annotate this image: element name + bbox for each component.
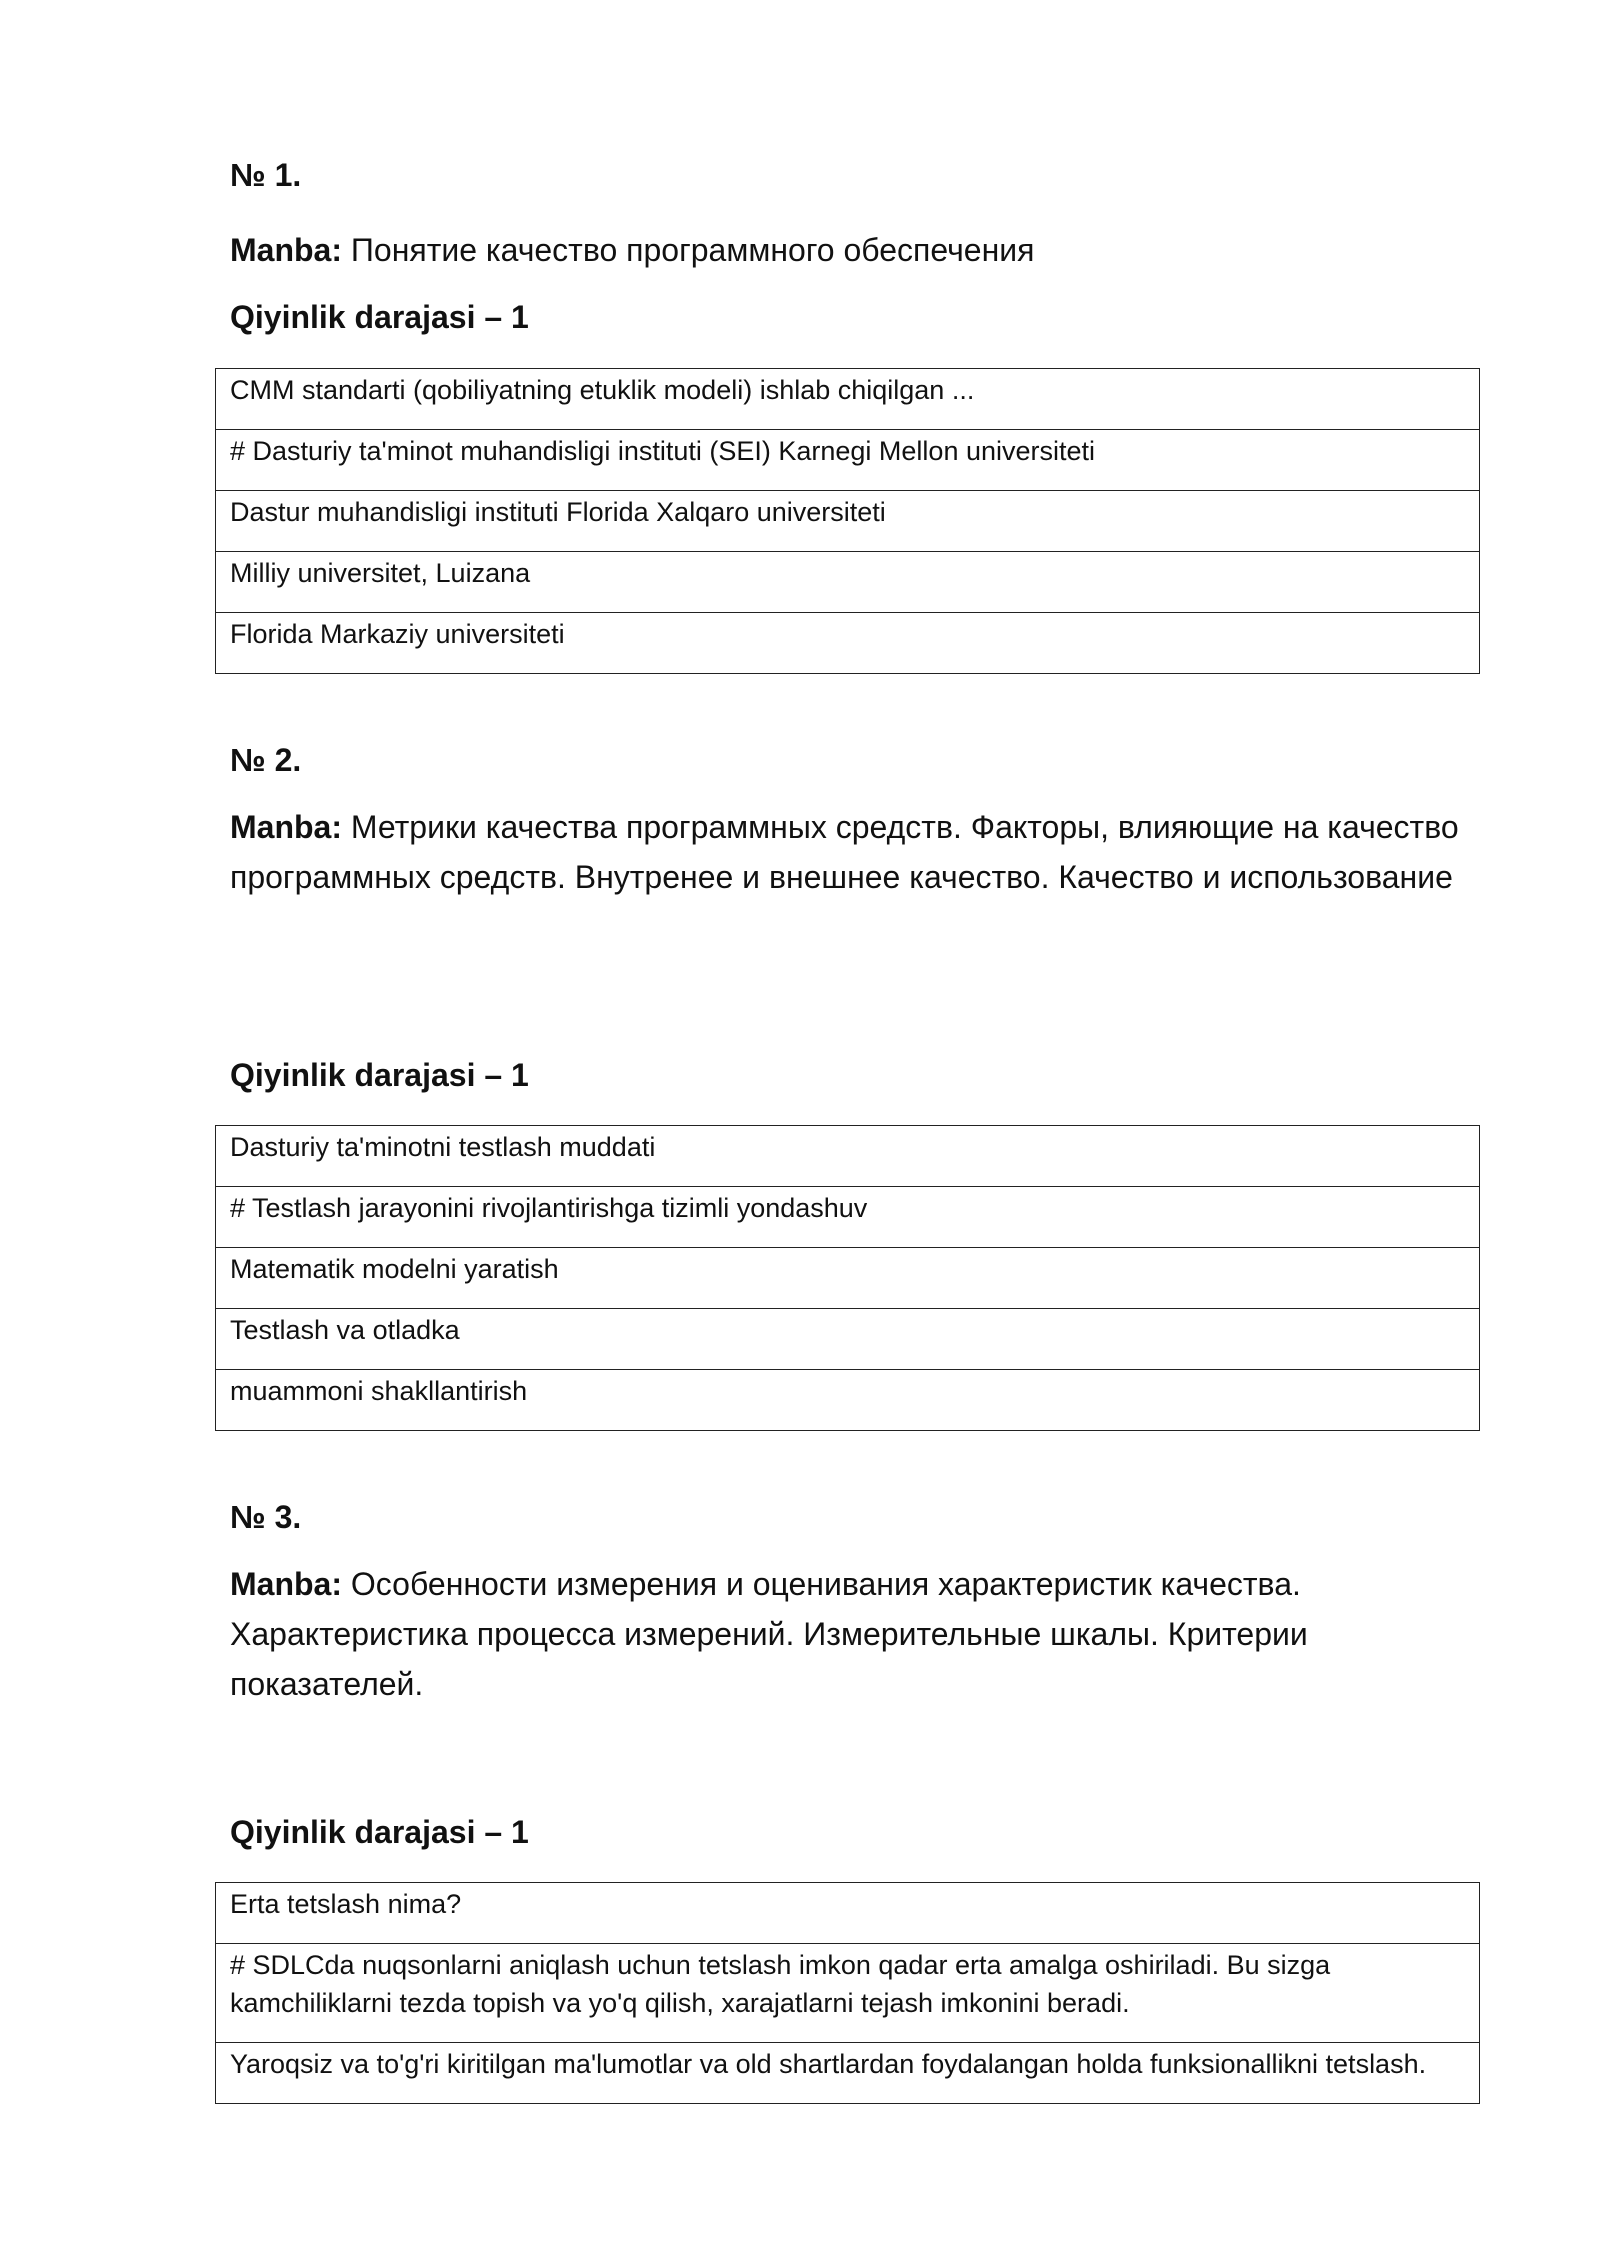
question-source — [230, 225, 1480, 275]
table-row — [216, 1187, 1480, 1248]
question-number: № 3. — [230, 1499, 302, 1535]
question-text: Dasturiy ta'minotni testlash muddati — [216, 1126, 1480, 1187]
table-row — [216, 1944, 1480, 2043]
answer-option: Yaroqsiz va to'g'ri kiritilgan ma'lumotlar va old shartlardan foydalangan holda funksionallikni tetslash. — [216, 2043, 1480, 2104]
correct-answer: # SDLCda nuqsonlarni aniqlash uchun tetslash imkon qadar erta amalga oshiriladi. Bu sizga kamchiliklarni tezda topish va yo'q qilish, xarajatlarni tejash imkonini beradi. — [216, 1944, 1480, 2043]
table-row — [216, 1370, 1480, 1431]
question-source — [230, 1559, 1480, 1709]
table-row — [216, 1248, 1480, 1309]
source-label: Manba: — [230, 1566, 342, 1602]
correct-answer: # Dasturiy ta'minot muhandisligi instituti (SEI) Karnegi Mellon universiteti — [216, 430, 1480, 491]
question-source — [230, 802, 1480, 902]
answer-option: Dastur muhandisligi instituti Florida Xalqaro universiteti — [216, 491, 1480, 552]
source-label: Manba: — [230, 232, 342, 268]
answer-table-1 — [215, 368, 1480, 674]
source-text: Понятие качество программного обеспечения — [350, 232, 1035, 268]
answer-option: muammoni shakllantirish — [216, 1370, 1480, 1431]
answer-option: Milliy universitet, Luizana — [216, 552, 1480, 613]
table-row — [216, 552, 1480, 613]
answer-option: Florida Markaziy universiteti — [216, 613, 1480, 674]
answer-option: Testlash va otladka — [216, 1309, 1480, 1370]
table-row — [216, 1126, 1480, 1187]
question-number: № 1. — [230, 157, 302, 193]
question-3 — [230, 1497, 1480, 1709]
difficulty-level: Qiyinlik darajasi – 1 — [230, 299, 529, 335]
answer-option: Matematik modelni yaratish — [216, 1248, 1480, 1309]
source-text: Метрики качества программных средств. Факторы, влияющие на качество программных средств. Внутренее и внешнее качество. Качество и использование — [230, 809, 1459, 895]
answer-table-3 — [215, 1882, 1480, 2104]
question-text: Erta tetslash nima? — [216, 1883, 1480, 1944]
table-row — [216, 2043, 1480, 2104]
table-row — [216, 1883, 1480, 1944]
table-row — [216, 1309, 1480, 1370]
table-row — [216, 369, 1480, 430]
source-label: Manba: — [230, 809, 342, 845]
question-2 — [230, 740, 1480, 902]
question-number: № 2. — [230, 742, 302, 778]
difficulty-level: Qiyinlik darajasi – 1 — [230, 1814, 529, 1850]
answer-table-2 — [215, 1125, 1480, 1431]
table-row — [216, 430, 1480, 491]
correct-answer: # Testlash jarayonini rivojlantirishga tizimli yondashuv — [216, 1187, 1480, 1248]
table-row — [216, 613, 1480, 674]
source-text: Особенности измерения и оценивания характеристик качества. Характеристика процесса измерений. Измерительные шкалы. Критерии показателей. — [230, 1566, 1308, 1702]
table-row — [216, 491, 1480, 552]
question-1 — [230, 155, 1480, 337]
difficulty-level: Qiyinlik darajasi – 1 — [230, 1057, 529, 1093]
question-text: CMM standarti (qobiliyatning etuklik modeli) ishlab chiqilgan ... — [216, 369, 1480, 430]
